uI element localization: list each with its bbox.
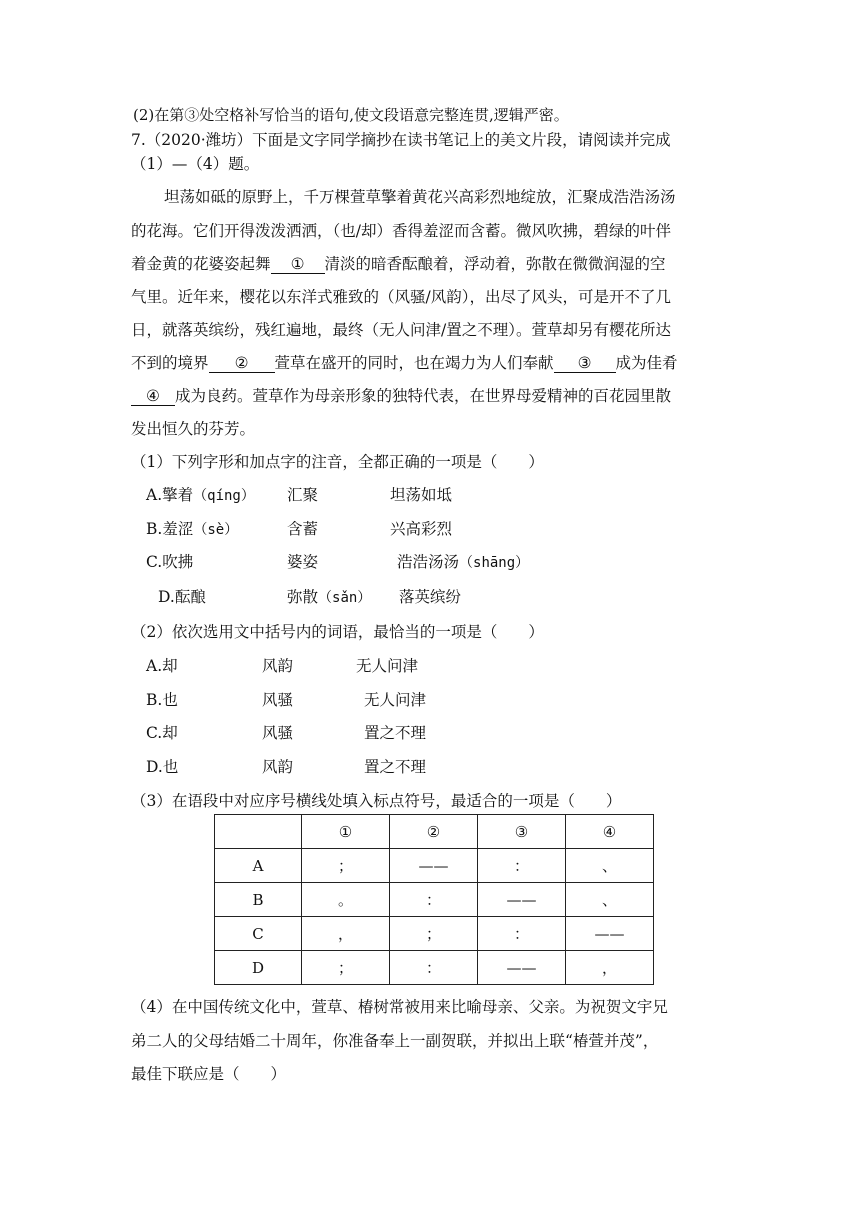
q1-option-d-w3: 落英缤纷 bbox=[399, 588, 462, 606]
passage-line: 发出恒久的芬芳。 bbox=[131, 420, 256, 438]
q1-option-b-w2: 含蓄 bbox=[287, 520, 319, 538]
question-prompt: 下面是文字同学摘抄在读书笔记上的美文片段，请阅读并完成 bbox=[252, 131, 671, 149]
option-a-word: 却 bbox=[162, 724, 178, 742]
option-word: 擎着 bbox=[162, 486, 194, 504]
q4-line3: 最佳下联应是（ ） bbox=[131, 1065, 287, 1083]
q2-option-a bbox=[146, 654, 178, 676]
q1-option-a-w3: 坦荡如坻 bbox=[390, 486, 453, 504]
table-cell: —— bbox=[478, 883, 566, 917]
q1-option-a-w2: 汇聚 bbox=[287, 486, 319, 504]
table-cell: 、 bbox=[566, 883, 654, 917]
table-header-cell bbox=[215, 815, 302, 849]
passage-text: 不到的境界 bbox=[131, 354, 209, 372]
table-cell: —— bbox=[390, 849, 478, 883]
pinyin: （sǎn） bbox=[318, 590, 372, 606]
option-word: 羞涩 bbox=[162, 520, 194, 538]
q2-option-d-c: 置之不理 bbox=[364, 758, 427, 776]
q1-option-c-w3 bbox=[397, 550, 529, 572]
q4-line2: 弟二人的父母结婚二十周年，你准备奉上一副贺联，并拟出上联“椿萱并茂”， bbox=[131, 1032, 659, 1050]
table-cell: ， bbox=[566, 951, 654, 985]
table-header-cell: ④ bbox=[566, 815, 654, 849]
table-cell: ； bbox=[390, 917, 478, 951]
table-cell: ： bbox=[478, 849, 566, 883]
q2-stem: （2）依次选用文中括号内的词语，最恰当的一项是（ ） bbox=[131, 623, 544, 641]
option-a-word: 却 bbox=[162, 657, 178, 675]
option-word: 弥散 bbox=[287, 588, 319, 606]
q2-option-d bbox=[146, 755, 178, 777]
table-row bbox=[215, 951, 654, 985]
blank-4: ④ bbox=[131, 388, 175, 406]
blank-2: ② bbox=[209, 355, 275, 373]
table-cell: ； bbox=[302, 951, 390, 985]
table-cell: ； bbox=[302, 849, 390, 883]
table-row bbox=[215, 849, 654, 883]
option-letter: C. bbox=[146, 724, 163, 742]
passage-line bbox=[131, 351, 678, 373]
question-header bbox=[131, 128, 671, 150]
table-header-row bbox=[215, 815, 654, 849]
passage-text: 着金黄的花婆姿起舞 bbox=[131, 255, 271, 273]
option-a-word: 也 bbox=[162, 691, 178, 709]
option-word: 酝酿 bbox=[174, 588, 206, 606]
option-letter: D. bbox=[146, 758, 163, 776]
question-number: 7. bbox=[131, 131, 146, 149]
pinyin: （sè） bbox=[193, 522, 239, 538]
table-cell: ： bbox=[478, 917, 566, 951]
q2-option-b bbox=[146, 688, 178, 710]
table-row bbox=[215, 917, 654, 951]
passage-line bbox=[131, 384, 671, 406]
q1-option-a bbox=[146, 483, 255, 505]
q2-option-c bbox=[146, 721, 178, 743]
table-cell: —— bbox=[566, 917, 654, 951]
q4-line1: （4）在中国传统文化中，萱草、椿树常被用来比喻母亲、父亲。为祝贺文宇兄 bbox=[131, 998, 668, 1016]
q2-option-d-b: 风韵 bbox=[262, 758, 294, 776]
q3-stem: （3）在语段中对应序号横线处填入标点符号，最适合的一项是（ ） bbox=[131, 792, 622, 810]
blank-1: ① bbox=[271, 256, 325, 274]
option-letter: A. bbox=[146, 486, 163, 504]
table-cell: A bbox=[215, 849, 302, 883]
table-cell: C bbox=[215, 917, 302, 951]
punctuation-table bbox=[214, 814, 654, 985]
table-header-cell: ② bbox=[390, 815, 478, 849]
table-header-cell: ③ bbox=[478, 815, 566, 849]
table-cell: 。 bbox=[302, 883, 390, 917]
option-letter: C. bbox=[146, 553, 163, 571]
q1-option-b-w3: 兴高彩烈 bbox=[390, 520, 453, 538]
passage-text: 清淡的暗香酝酿着，浮动着，弥散在微微润湿的空 bbox=[324, 255, 666, 273]
blank-3: ③ bbox=[554, 355, 616, 373]
q2-option-b-c: 无人问津 bbox=[364, 691, 427, 709]
q2-option-c-c: 置之不理 bbox=[364, 724, 427, 742]
option-letter: B. bbox=[146, 691, 163, 709]
table-cell: 、 bbox=[566, 849, 654, 883]
q2-option-c-b: 风骚 bbox=[262, 724, 294, 742]
table-cell: —— bbox=[478, 951, 566, 985]
q1-option-d-w2 bbox=[287, 585, 371, 607]
table-cell: ， bbox=[302, 917, 390, 951]
q2-option-b-b: 风骚 bbox=[262, 691, 294, 709]
table-cell: ： bbox=[390, 883, 478, 917]
table-cell: D bbox=[215, 951, 302, 985]
table-cell: ： bbox=[390, 951, 478, 985]
passage-line bbox=[131, 252, 666, 274]
pinyin: （qíng） bbox=[193, 488, 255, 504]
table-header-cell: ① bbox=[302, 815, 390, 849]
question-prompt-line2: （1）—（4）题。 bbox=[131, 155, 260, 173]
pinyin: （shāng） bbox=[459, 555, 530, 571]
q1-option-c bbox=[146, 550, 193, 572]
passage-text: 萱草在盛开的同时，也在竭力为人们奉献 bbox=[274, 354, 554, 372]
table-row bbox=[215, 883, 654, 917]
passage-line: 日，就落英缤纷，残红遍地，最终（无人问津/置之不理）。萱草却另有樱花所达 bbox=[131, 321, 671, 339]
option-word: 浩浩汤汤 bbox=[397, 553, 460, 571]
option-letter: A. bbox=[146, 657, 163, 675]
q2-option-a-c: 无人问津 bbox=[356, 657, 419, 675]
passage-line: 气里。近年来，樱花以东洋式雅致的（风骚/风韵），出尽了风头，可是开不了几 bbox=[131, 288, 671, 306]
passage-line: 的花海。它们开得泼泼洒洒，（也/却）香得羞涩而含蓄。微风吹拂，碧绿的叶伴 bbox=[131, 222, 671, 240]
q1-stem: （1）下列字形和加点字的注音，全都正确的一项是（ ） bbox=[131, 453, 544, 471]
option-letter: B. bbox=[146, 520, 163, 538]
question-source: （2020·潍坊） bbox=[145, 131, 253, 149]
passage-text: 成为佳肴 bbox=[615, 354, 678, 372]
q1-option-b bbox=[146, 517, 238, 539]
passage-line: 坦荡如砥的原野上，千万棵萱草擎着黄花兴高彩烈地绽放，汇聚成浩浩汤汤 bbox=[164, 188, 676, 206]
option-letter: D. bbox=[158, 588, 175, 606]
top-instruction: (2)在第③处空格补写恰当的语句,使文段语意完整连贯,逻辑严密。 bbox=[133, 106, 569, 124]
option-word: 吹拂 bbox=[162, 553, 194, 571]
q1-option-c-w2: 婆姿 bbox=[287, 553, 319, 571]
q1-option-d bbox=[158, 585, 206, 607]
q2-option-a-b: 风韵 bbox=[262, 657, 294, 675]
option-a-word: 也 bbox=[162, 758, 179, 776]
passage-text: 成为良药。萱草作为母亲形象的独特代表，在世界母爱精神的百花园里散 bbox=[175, 387, 672, 405]
table-cell: B bbox=[215, 883, 302, 917]
